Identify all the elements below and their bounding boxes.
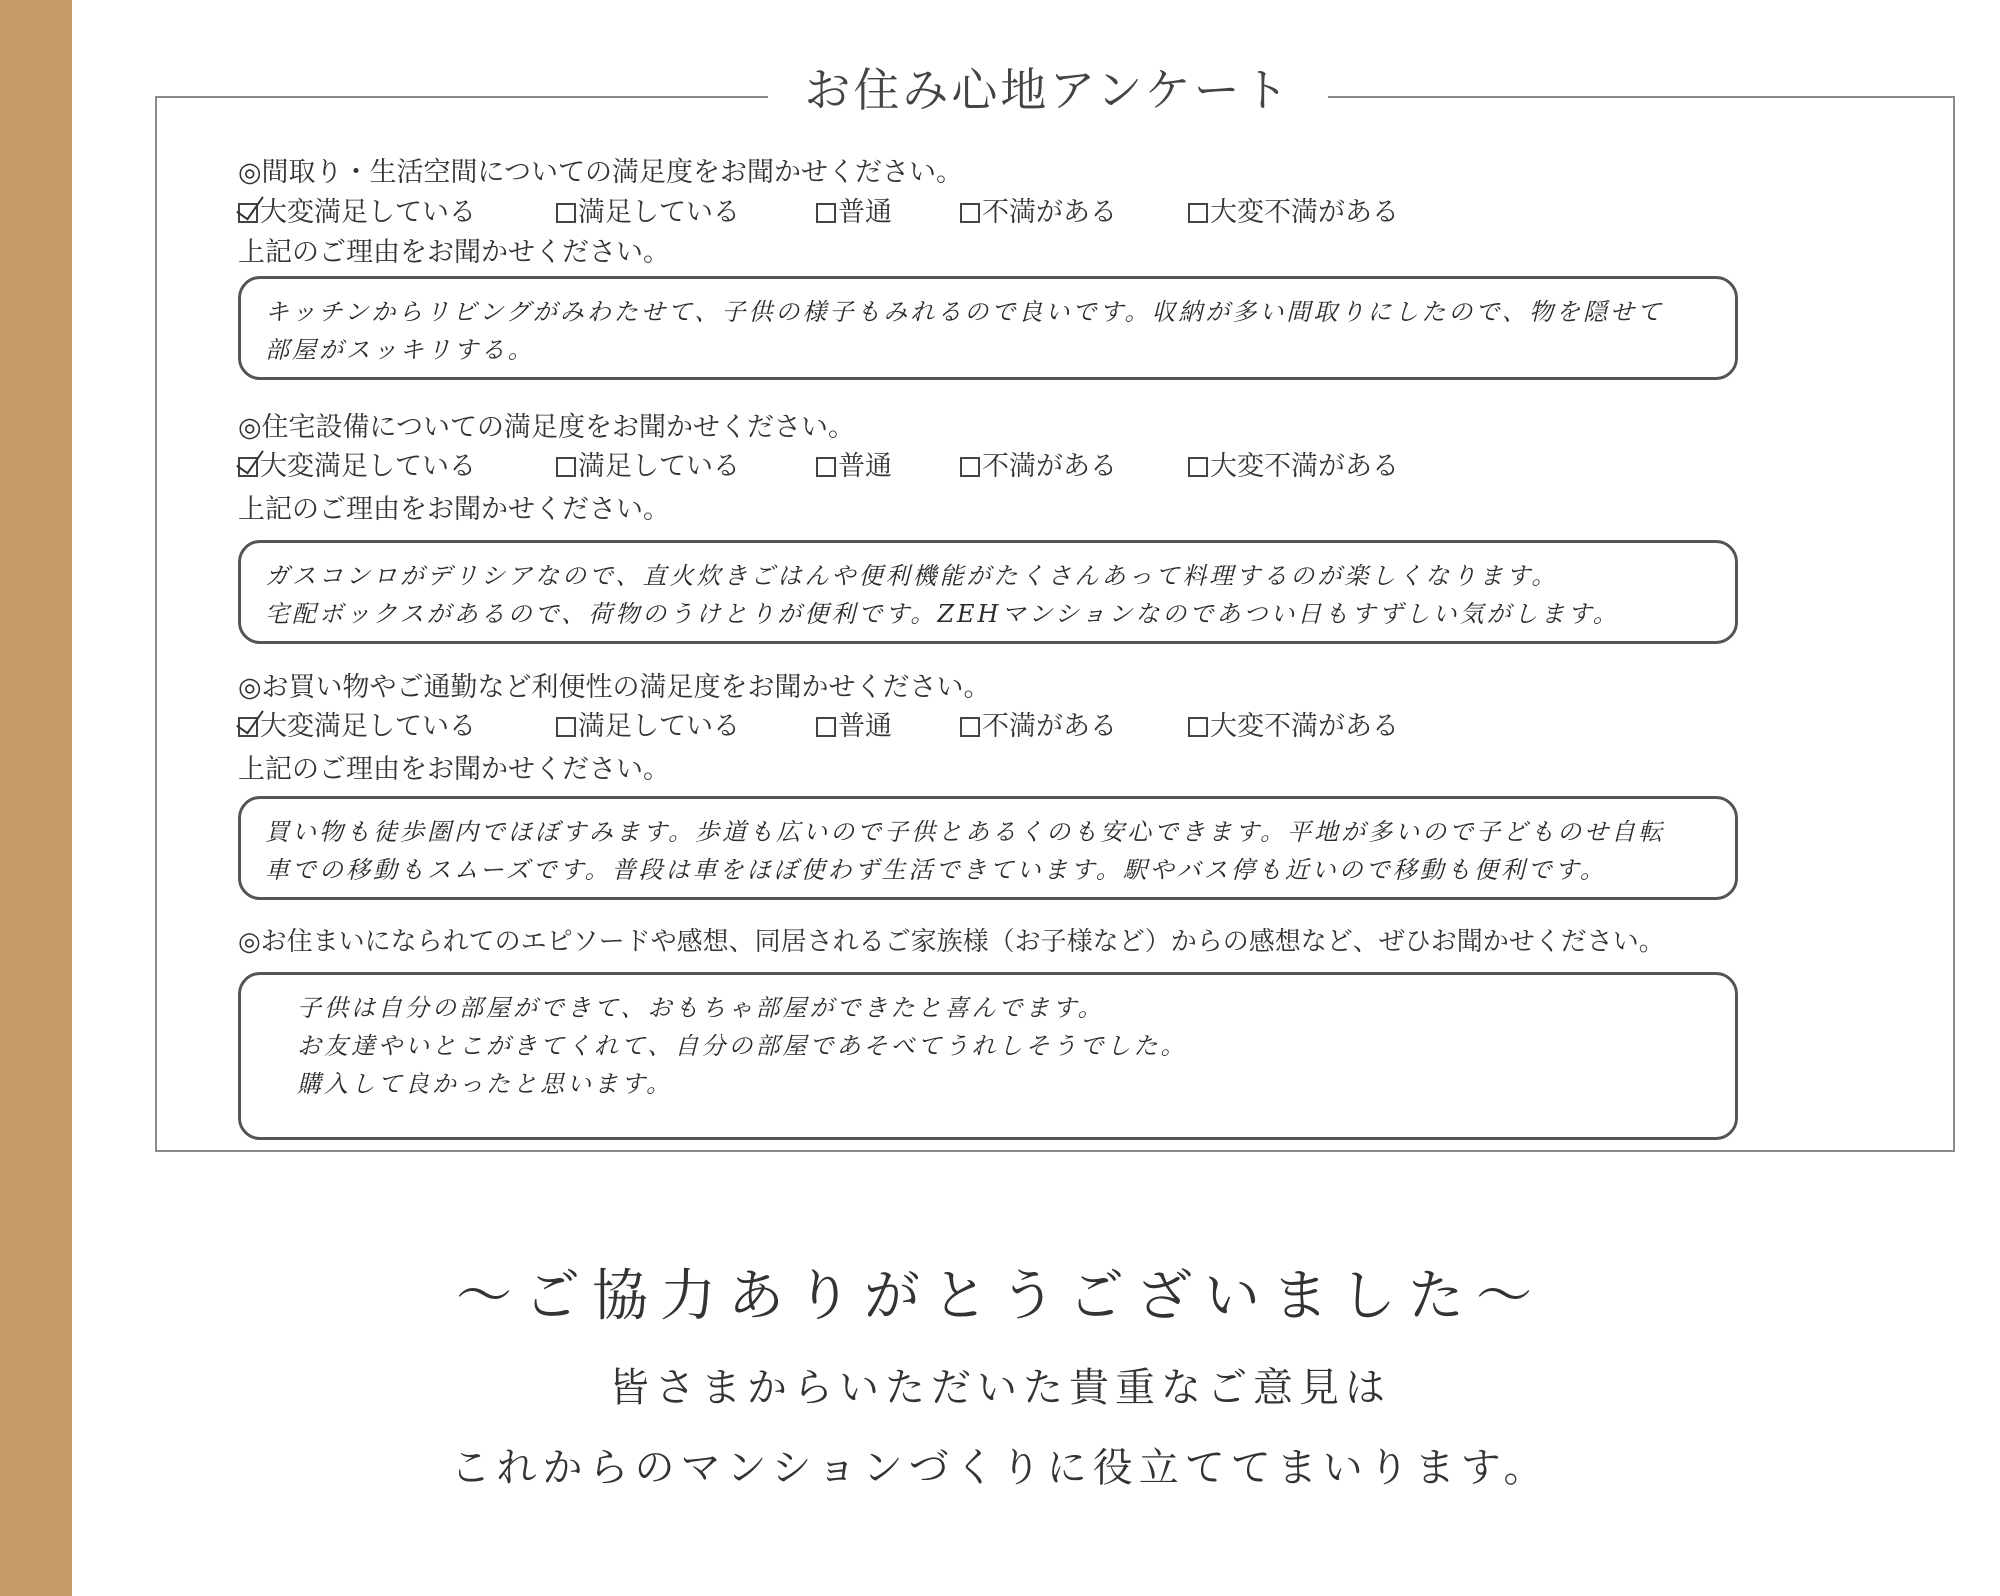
q1-option-very-satisfied[interactable]: 大変満足している	[238, 194, 476, 232]
question-2: ◎住宅設備についての満足度をお聞かせください。	[238, 412, 856, 443]
answer-line: 部屋がスッキリする。	[265, 336, 535, 364]
q1-option-normal[interactable]: 普通	[816, 194, 892, 232]
question-1: ◎間取り・生活空間についての満足度をお聞かせください。	[238, 157, 964, 188]
answer-line: 宅配ボックスがあるので、荷物のうけとりが便利です。ZEHマンションなのであつい日もすずしい気がします。	[265, 600, 1620, 628]
checkbox-icon[interactable]	[1188, 457, 1208, 477]
survey-title: お住み心地アンケート	[768, 60, 1328, 120]
checkbox-icon[interactable]	[816, 203, 836, 223]
q2-option-normal[interactable]: 普通	[816, 448, 892, 486]
closing-message-line-2: これからのマンションづくりに役立ててまいります。	[450, 1445, 1550, 1491]
checkbox-checked-icon[interactable]	[238, 457, 258, 477]
question-2-options	[238, 448, 1958, 486]
question-free: ◎お住まいになられてのエピソードや感想、同居されるご家族様（お子様など）からの感想など、ぜひお聞かせください。	[238, 927, 1665, 957]
q2-option-dissatisfied[interactable]: 不満がある	[960, 448, 1117, 486]
question-3: ◎お買い物やご通勤など利便性の満足度をお聞かせください。	[238, 672, 991, 703]
checkbox-icon[interactable]	[960, 457, 980, 477]
q3-option-dissatisfied[interactable]: 不満がある	[960, 708, 1117, 746]
q3-option-normal[interactable]: 普通	[816, 708, 892, 746]
q1-option-very-dissatisfied[interactable]: 大変不満がある	[1188, 194, 1399, 232]
answer-line: 買い物も徒歩圏内でほぼすみます。歩道も広いので子供とあるくのも安心できます。平地が多いので子どものせ自転	[265, 818, 1666, 846]
checkbox-icon[interactable]	[556, 203, 576, 223]
q3-reason-label: 上記のご理由をお聞かせください。	[238, 754, 670, 785]
answer-line: お友達やいとこがきてくれて、自分の部屋であそべてうれしそうでした。	[297, 1032, 1188, 1060]
q2-option-very-satisfied[interactable]: 大変満足している	[238, 448, 476, 486]
checkbox-icon[interactable]	[1188, 203, 1208, 223]
checkbox-icon[interactable]	[1188, 717, 1208, 737]
thanks-heading: ～ご協力ありがとうございました～	[456, 1264, 1544, 1329]
q2-answer-box[interactable]	[238, 540, 1738, 644]
q2-option-satisfied[interactable]: 満足している	[556, 448, 740, 486]
checkbox-icon[interactable]	[816, 717, 836, 737]
closing-message-line-1: 皆さまからいただいた貴重なご意見は	[609, 1365, 1391, 1411]
question-1-options	[238, 194, 1958, 232]
question-3-options	[238, 708, 1958, 746]
checkbox-icon[interactable]	[960, 203, 980, 223]
answer-line: 子供は自分の部屋ができて、おもちゃ部屋ができたと喜んでます。	[297, 994, 1105, 1022]
q2-reason-label: 上記のご理由をお聞かせください。	[238, 494, 670, 525]
answer-line: 車での移動もスムーズです。普段は車をほぼ使わず生活できています。駅やバス停も近いので移動も便利です。	[265, 856, 1607, 884]
checkbox-checked-icon[interactable]	[238, 203, 258, 223]
checkbox-icon[interactable]	[556, 457, 576, 477]
q3-option-very-satisfied[interactable]: 大変満足している	[238, 708, 476, 746]
answer-line: キッチンからリビングがみわたせて、子供の様子もみれるので良いです。収納が多い間取りにしたので、物を隠せて	[265, 298, 1664, 326]
q1-option-dissatisfied[interactable]: 不満がある	[960, 194, 1117, 232]
free-answer-box[interactable]	[238, 972, 1738, 1140]
q3-option-satisfied[interactable]: 満足している	[556, 708, 740, 746]
q1-answer-box[interactable]	[238, 276, 1738, 380]
q3-option-very-dissatisfied[interactable]: 大変不満がある	[1188, 708, 1399, 746]
checkbox-checked-icon[interactable]	[238, 717, 258, 737]
q1-option-satisfied[interactable]: 満足している	[556, 194, 740, 232]
answer-line: ガスコンロがデリシアなので、直火炊きごはんや便利機能がたくさんあって料理するのが楽しくなります。	[265, 562, 1559, 590]
q2-option-very-dissatisfied[interactable]: 大変不満がある	[1188, 448, 1399, 486]
checkbox-icon[interactable]	[556, 717, 576, 737]
answer-line: 購入して良かったと思います。	[297, 1070, 674, 1098]
q1-reason-label: 上記のご理由をお聞かせください。	[238, 237, 670, 268]
q3-answer-box[interactable]	[238, 796, 1738, 900]
checkbox-icon[interactable]	[816, 457, 836, 477]
checkbox-icon[interactable]	[960, 717, 980, 737]
